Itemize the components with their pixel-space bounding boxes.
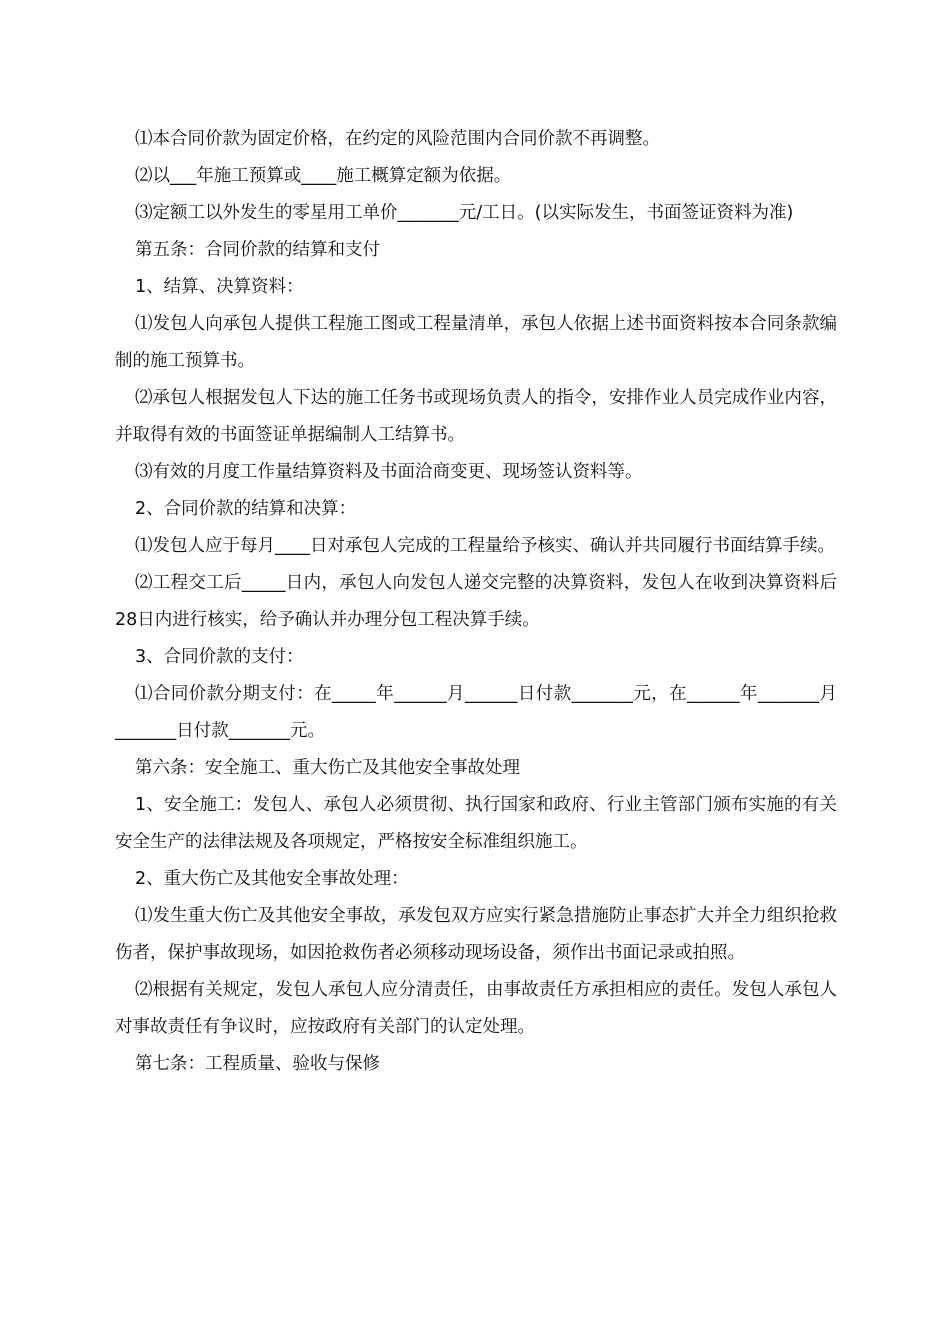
clause-paragraph: ⑴合同价款分期支付：在_____年______月______日付款_______元，在______年_______月_______日付款_______元。 xyxy=(115,684,837,741)
section-heading: 2、重大伤亡及其他安全事故处理： xyxy=(135,869,409,889)
clause-paragraph: ⑴发包人应于每月____日对承包人完成的工程量给予核实、确认并共同履行书面结算手续。 xyxy=(135,536,835,556)
clause-paragraph: ⑴发生重大伤亡及其他安全事故，承发包双方应实行紧急措施防止事态扩大并全力组织抢救伤者，保护事故现场，如因抢救伤者必须移动现场设备，须作出书面记录或拍照。 xyxy=(115,906,837,963)
article-heading: 第七条：工程质量、验收与保修 xyxy=(135,1054,380,1074)
clause-paragraph: ⑵根据有关规定，发包人承包人应分清责任，由事故责任方承担相应的责任。发包人承包人对事故责任有争议时，应按政府有关部门的认定处理。 xyxy=(115,980,837,1037)
article-heading: 第六条：安全施工、重大伤亡及其他安全事故处理 xyxy=(135,758,520,778)
clause-paragraph: ⑵承包人根据发包人下达的施工任务书或现场负责人的指令，安排作业人员完成作业内容，并取得有效的书面签证单据编制人工结算书。 xyxy=(115,388,837,445)
document-body xyxy=(115,121,837,1083)
clause-paragraph: ⑴发包人向承包人提供工程施工图或工程量清单，承包人依据上述书面资料按本合同条款编制的施工预算书。 xyxy=(115,314,837,371)
section-heading: 1、结算、决算资料： xyxy=(135,277,304,297)
clause-paragraph: ⑴本合同价款为固定价格，在约定的风险范围内合同价款不再调整。 xyxy=(135,129,660,149)
clause-paragraph: ⑶定额工以外发生的零星用工单价_______元/工日。(以实际发生，书面签证资料为准) xyxy=(135,203,794,223)
clause-paragraph: ⑵工程交工后_____日内，承包人向发包人递交完整的决算资料，发包人在收到决算资料后28日内进行核实，给予确认并办理分包工程决算手续。 xyxy=(115,573,837,630)
clause-paragraph: ⑶有效的月度工作量结算资料及书面洽商变更、现场签认资料等。 xyxy=(135,462,643,482)
section-heading: 3、合同价款的支付： xyxy=(135,647,304,667)
clause-paragraph: 1、安全施工：发包人、承包人必须贯彻、执行国家和政府、行业主管部门颁布实施的有关安全生产的法律法规及各项规定，严格按安全标准组织施工。 xyxy=(115,795,837,852)
article-heading: 第五条：合同价款的结算和支付 xyxy=(135,240,380,260)
clause-paragraph: ⑵以___年施工预算或____施工概算定额为依据。 xyxy=(135,166,512,186)
section-heading: 2、合同价款的结算和决算： xyxy=(135,499,357,519)
